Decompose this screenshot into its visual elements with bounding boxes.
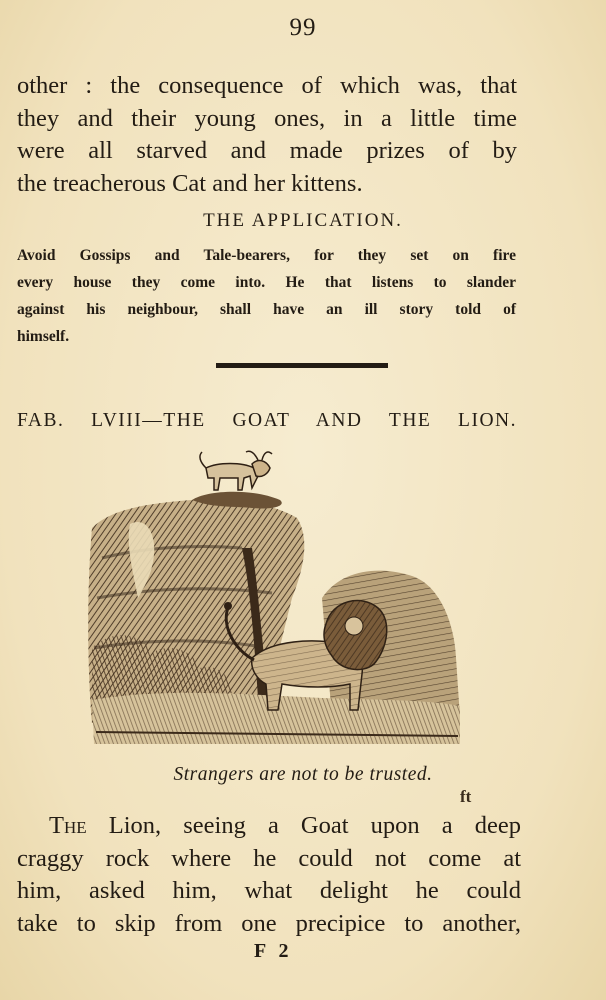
fable-title: FAB. LVIII—THE GOAT AND THE LION. <box>17 410 517 431</box>
illustration-caption: Strangers are not to be trusted. <box>173 764 433 785</box>
page-number: 99 <box>289 14 317 41</box>
first-word: The <box>49 812 87 839</box>
woodcut-illustration-goat-and-lion <box>82 448 466 750</box>
signature-mark: F 2 <box>254 940 293 962</box>
section-divider <box>216 363 388 368</box>
text-line: were all starved and made prizes of by <box>17 137 517 164</box>
text-line: against his neighbour, shall have an ill story told of <box>17 301 516 318</box>
paragraph-continuation <box>17 70 517 200</box>
text-line: himself. <box>17 328 70 345</box>
text-line: craggy rock where he could not come at <box>17 844 521 872</box>
text-line: every house they come into. He that listens to slander <box>17 274 516 291</box>
text-line: other : the consequence of which was, that <box>17 72 517 99</box>
fable-text <box>17 810 521 940</box>
application-heading: THE APPLICATION. <box>203 210 403 231</box>
text-line: take to skip from one precipice to another, <box>17 909 521 937</box>
text-line <box>17 810 521 843</box>
text-line: the treacherous Cat and her kittens. <box>17 169 363 197</box>
text-line-rest: Lion, seeing a Goat upon a deep <box>86 812 521 839</box>
marginal-mark: ft <box>460 787 472 806</box>
text-line: him, asked him, what delight he could <box>17 877 521 904</box>
application-moral <box>17 242 516 350</box>
text-line: Avoid Gossips and Tale-bearers, for they set on fire <box>17 247 516 264</box>
text-line: they and their young ones, in a little time <box>17 104 517 132</box>
